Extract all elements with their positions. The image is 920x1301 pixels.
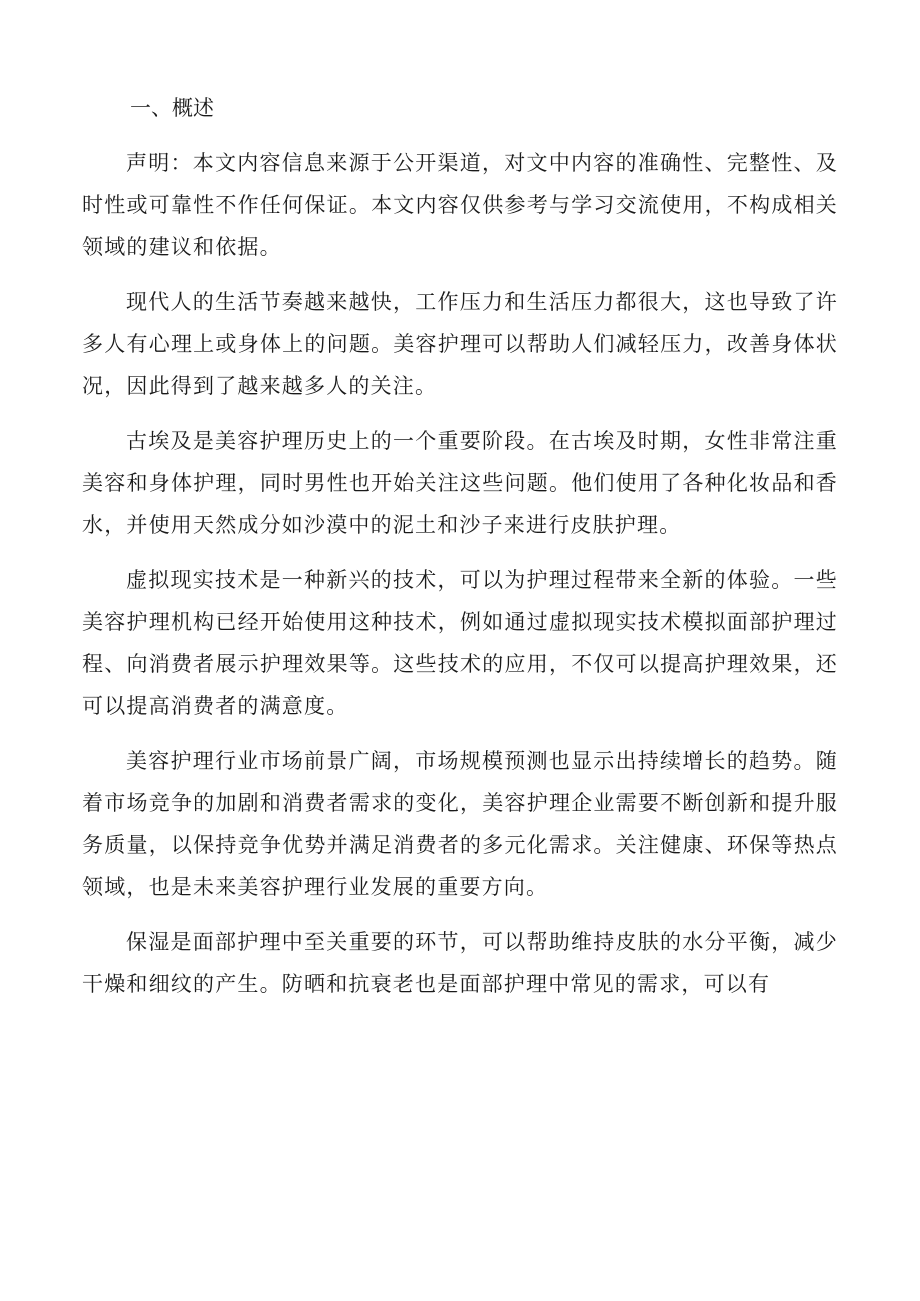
body-paragraph: 美容护理行业市场前景广阔，市场规模预测也显示出持续增长的趋势。随着市场竞争的加剧和消费者需求的变化，美容护理企业需要不断创新和提升服务质量，以保持竞争优势并满足消费者的多元化需求。关注健康、环保等热点领域，也是未来美容护理行业发展的重要方向。: [82, 749, 838, 899]
body-paragraph: 保湿是面部护理中至关重要的环节，可以帮助维持皮肤的水分平衡，减少干燥和细纹的产生。防晒和抗衰老也是面部护理中常见的需求，可以有: [82, 930, 838, 996]
body-paragraph: 虚拟现实技术是一种新兴的技术，可以为护理过程带来全新的体验。一些美容护理机构已经开始使用这种技术，例如通过虚拟现实技术模拟面部护理过程、向消费者展示护理效果等。这些技术的应用，不仅可以提高护理效果，还可以提高消费者的满意度。: [82, 568, 838, 718]
body-paragraph: 古埃及是美容护理历史上的一个重要阶段。在古埃及时期，女性非常注重美容和身体护理，同时男性也开始关注这些问题。他们使用了各种化妆品和香水，并使用天然成分如沙漠中的泥土和沙子来进行皮肤护理。: [82, 429, 838, 537]
body-paragraph: 现代人的生活节奏越来越快，工作压力和生活压力都很大，这也导致了许多人有心理上或身体上的问题。美容护理可以帮助人们减轻压力，改善身体状况，因此得到了越来越多人的关注。: [82, 290, 838, 398]
section-heading: 一、概述: [130, 96, 214, 120]
disclaimer-paragraph: 声明：本文内容信息来源于公开渠道，对文中内容的准确性、完整性、及时性或可靠性不作任何保证。本文内容仅供参考与学习交流使用，不构成相关领域的建议和依据。: [82, 151, 838, 259]
